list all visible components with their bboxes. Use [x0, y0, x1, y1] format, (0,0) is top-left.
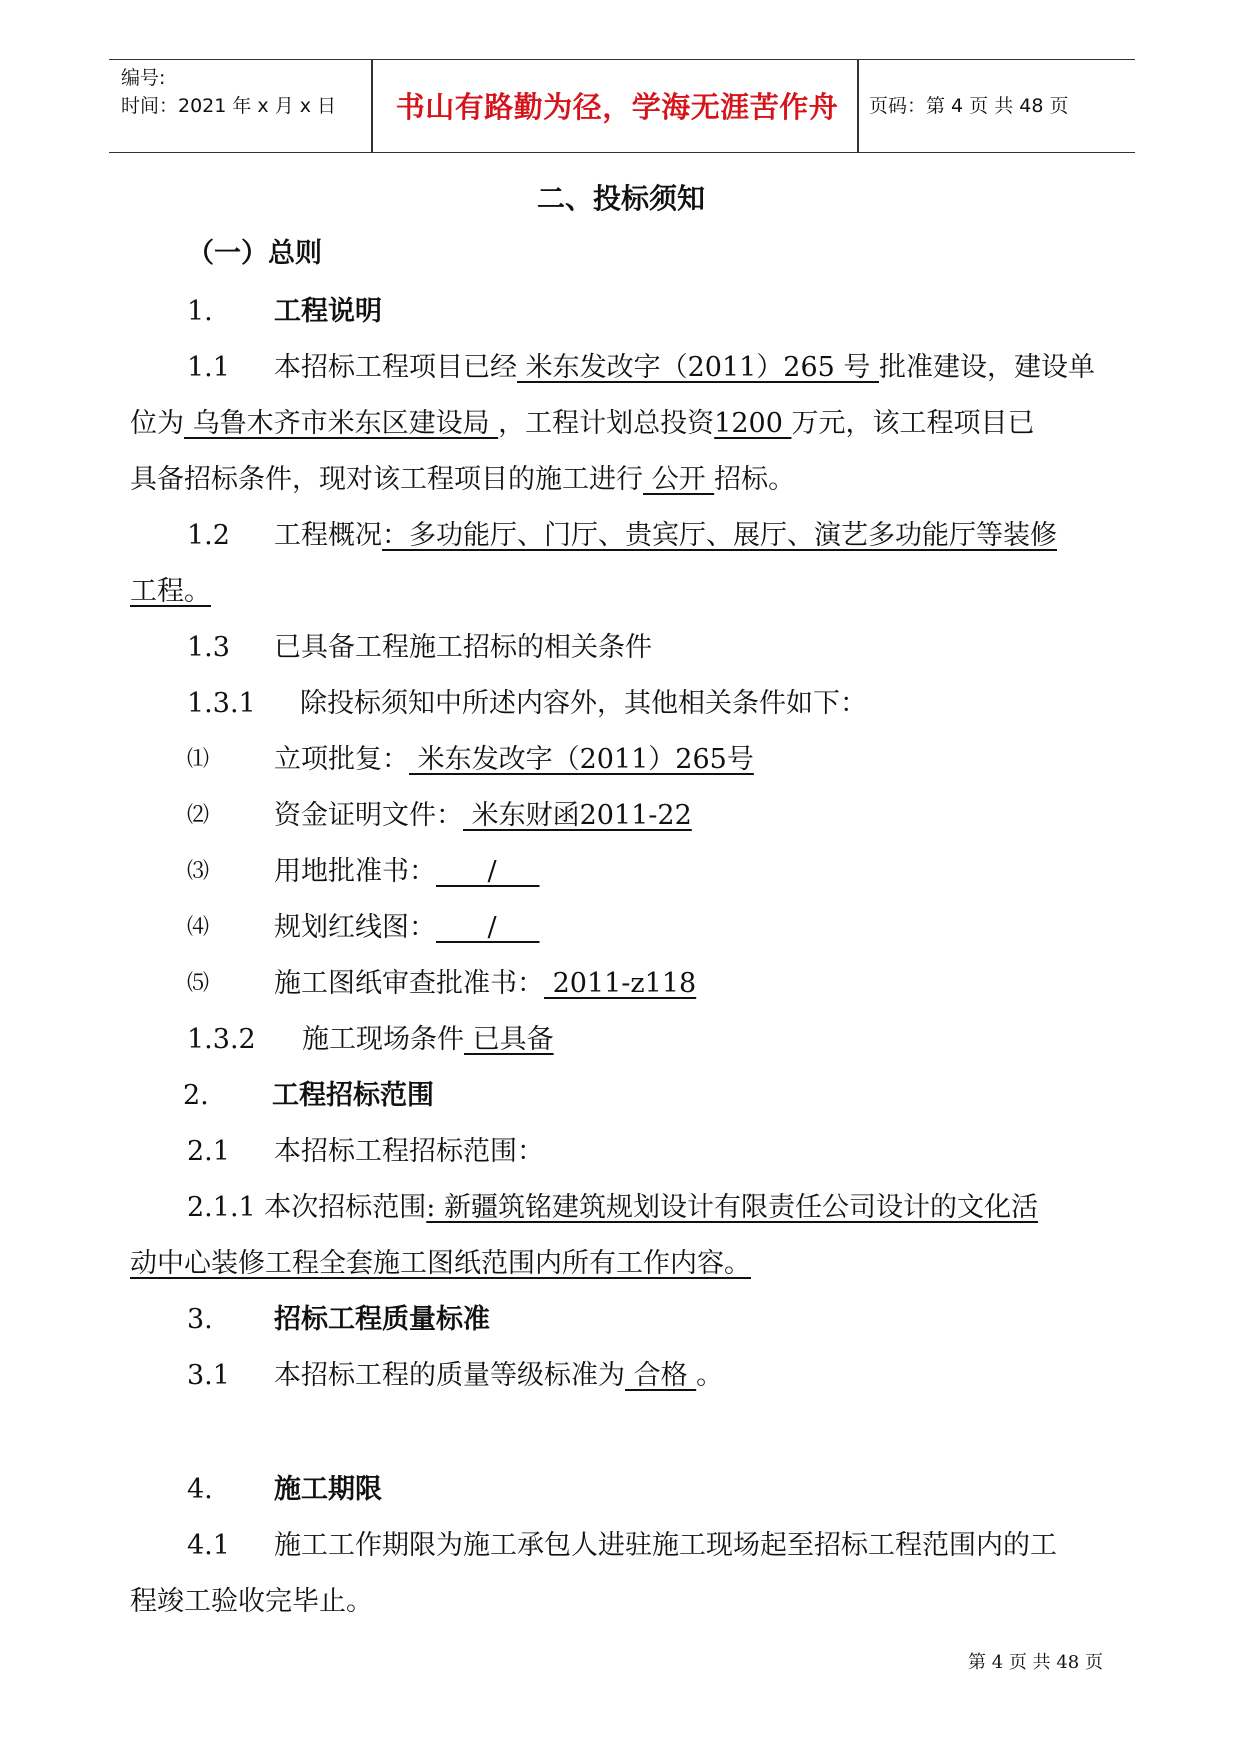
list-item: 用地批准书： /: [274, 856, 540, 887]
para-1-1-line1: 本招标工程项目已经 米东发改字（2011）265 号 批准建设，建设单: [274, 352, 1095, 383]
approval-doc-number: 米东发改字（2011）265 号: [517, 352, 879, 383]
heading-3-number: 3.: [187, 1304, 213, 1335]
page-header: [109, 59, 1135, 153]
list-item: 施工图纸审查批准书： 2011-z118: [274, 968, 697, 999]
section-general: （一）总则: [187, 238, 322, 269]
quality-grade: 合格: [625, 1360, 697, 1391]
para-1-3-2-text: 施工现场条件 已具备: [302, 1024, 554, 1055]
para-1-3-2-number: 1.3.2: [187, 1024, 256, 1055]
list-item-mark: ⑸: [187, 971, 210, 996]
heading-1-text: 工程说明: [274, 296, 382, 327]
list-item-mark: ⑷: [187, 915, 210, 940]
heading-1-number: 1.: [187, 296, 213, 327]
para-2-1-1-line2: 动中心装修工程全套施工图纸范围内所有工作内容。: [130, 1248, 751, 1279]
para-2-1-number: 2.1: [187, 1136, 230, 1167]
para-1-3-1-text: 除投标须知中所述内容外，其他相关条件如下：: [300, 688, 867, 719]
document-title: 二、投标须知: [537, 182, 706, 215]
para-1-2-line1: 工程概况：多功能厅、门厅、贵宾厅、展厅、演艺多功能厅等装修: [274, 520, 1057, 551]
header-divider: [371, 60, 373, 152]
header-page-info: 页码：第 4 页 共 48 页: [869, 95, 1069, 117]
construction-unit: 乌鲁木齐市米东区建设局: [184, 408, 499, 439]
para-1-1-line3: 具备招标条件，现对该工程项目的施工进行 公开 招标。: [130, 464, 796, 495]
para-3-1-number: 3.1: [187, 1360, 230, 1391]
heading-4-number: 4.: [187, 1474, 213, 1505]
list-item-mark: ⑶: [187, 859, 210, 884]
site-condition: 已具备: [464, 1024, 554, 1055]
heading-2-text: 工程招标范围: [272, 1080, 434, 1111]
para-4-1-line2: 程竣工验收完毕止。: [130, 1586, 373, 1617]
tender-scope: : 新疆筑铭建筑规划设计有限责任公司设计的文化活: [426, 1192, 1038, 1223]
para-1-3-number: 1.3: [187, 632, 230, 663]
para-3-1-text: 本招标工程的质量等级标准为 合格 。: [274, 1360, 724, 1391]
header-divider: [857, 60, 859, 152]
para-1-1-line2: 位为 乌鲁木齐市米东区建设局 ，工程计划总投资1200 万元，该工程项目已: [130, 408, 1035, 439]
para-1-3-text: 已具备工程施工招标的相关条件: [274, 632, 652, 663]
heading-2-number: 2.: [183, 1080, 209, 1111]
page-footer: 第 4 页 共 48 页: [968, 1652, 1103, 1673]
para-4-1-line1: 施工工作期限为施工承包人进驻施工现场起至招标工程范围内的工: [274, 1530, 1057, 1561]
project-overview: ：多功能厅、门厅、贵宾厅、展厅、演艺多功能厅等装修: [382, 520, 1057, 551]
para-2-1-text: 本招标工程招标范围：: [274, 1136, 544, 1167]
header-motto: 书山有路勤为径，学海无涯苦作舟: [395, 90, 839, 124]
number-label: 编号:: [121, 67, 166, 89]
list-item: 规划红线图： /: [274, 912, 540, 943]
total-investment: 1200: [714, 408, 792, 439]
para-1-2-line2: 工程。: [130, 576, 211, 607]
para-1-1-number: 1.1: [187, 352, 230, 383]
para-4-1-number: 4.1: [187, 1530, 230, 1561]
list-item-mark: ⑵: [187, 803, 210, 828]
para-2-1-1-line1: 2.1.1 本次招标范围: 新疆筑铭建筑规划设计有限责任公司设计的文化活: [187, 1192, 1038, 1223]
para-1-2-number: 1.2: [187, 520, 230, 551]
para-1-3-1-number: 1.3.1: [187, 688, 256, 719]
list-item-mark: ⑴: [187, 747, 210, 772]
heading-3-text: 招标工程质量标准: [274, 1304, 490, 1335]
time-label: 时间：2021 年 x 月 x 日: [121, 95, 337, 117]
heading-4-text: 施工期限: [274, 1474, 382, 1505]
list-item: 资金证明文件： 米东财函2011-22: [274, 800, 692, 831]
tender-mode: 公开: [643, 464, 715, 495]
header-left: [121, 64, 336, 120]
list-item: 立项批复： 米东发改字（2011）265号: [274, 744, 754, 775]
